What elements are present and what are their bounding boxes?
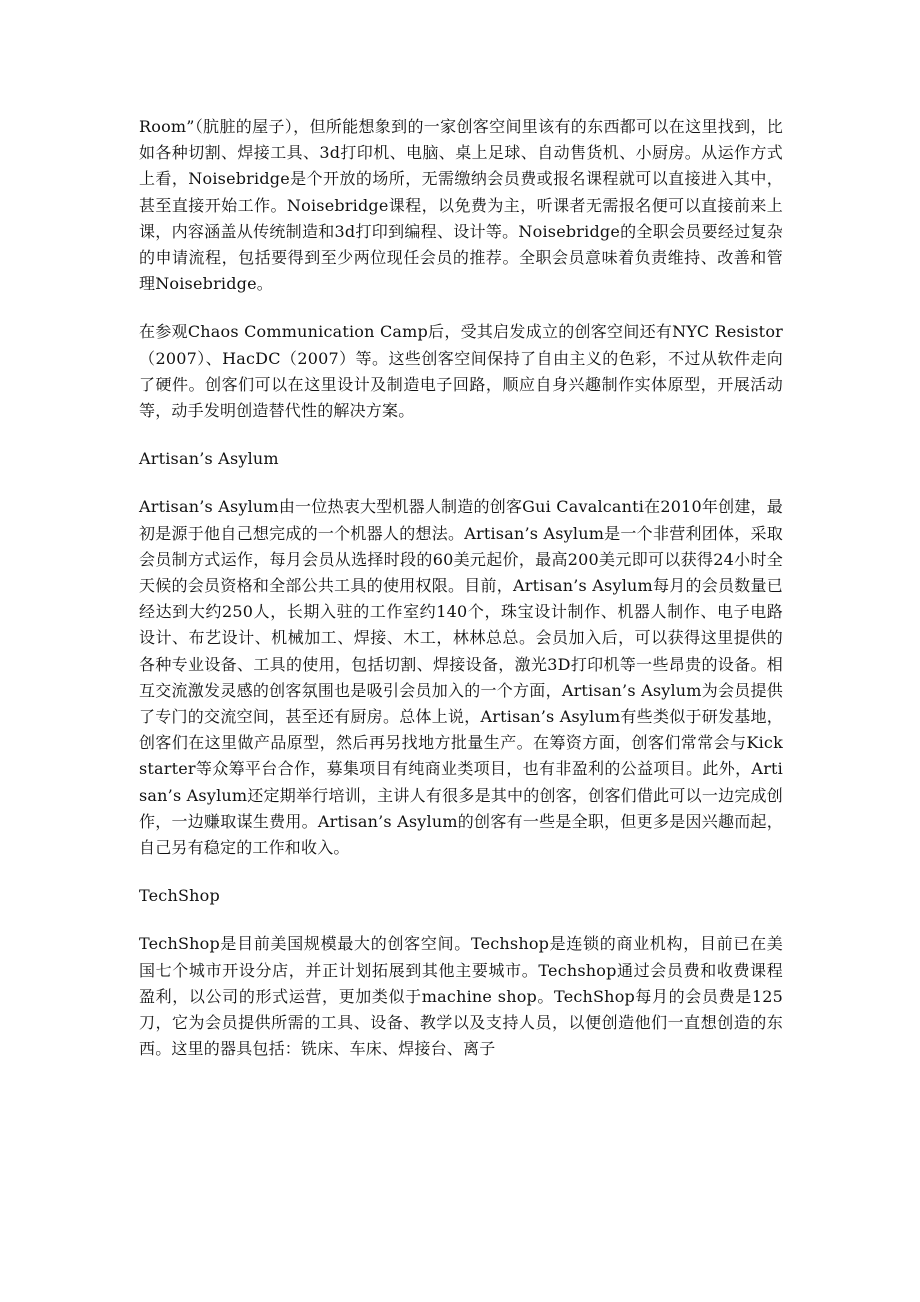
document-page: [139, 114, 783, 1085]
paragraph-inspired-spaces: 在参观Chaos Communication Camp后，受其启发成立的创客空间还有NYC Resistor（2007）、HacDC（2007）等。这些创客空间保持了自由主义的色彩，不过从软件走向了硬件。创客们可以在这里设计及制造电子回路，顺应自身兴趣制作实体原型，开展活动等，动手发明创造替代性的解决方案。: [139, 322, 783, 421]
paragraph-noisebridge: Room”（肮脏的屋子），但所能想象到的一家创客空间里该有的东西都可以在这里找到，比如各种切割、焊接工具、3d打印机、电脑、桌上足球、自动售货机、小厨房。从运作方式上看，Noisebridge是个开放的场所，无需缴纳会员费或报名课程就可以直接进入其中，甚至直接开始工作。Noisebridge课程，以免费为主，听课者无需报名便可以直接前来上课，内容涵盖从传统制造和3d打印到编程、设计等。Noisebridge的全职会员要经过复杂的申请流程，包括要得到至少两位现任会员的推荐。全职会员意味着负责维持、改善和管理Noisebridge。: [139, 117, 783, 294]
paragraph-artisans-asylum: Artisan’s Asylum由一位热衷大型机器人制造的创客Gui Cavalcanti在2010年创建，最初是源于他自己想完成的一个机器人的想法。Artisan’s Asylum是一个非营利团体，采取会员制方式运作，每月会员从选择时段的60美元起价，最高200美元即可以获得24小时全天候的会员资格和全部公共工具的使用权限。目前，Artisan’s Asylum每月的会员数量已经达到大约250人，长期入驻的工作室约140个，珠宝设计制作、机器人制作、电子电路设计、布艺设计、机械加工、焊接、木工，林林总总。会员加入后，可以获得这里提供的各种专业设备、工具的使用，包括切割、焊接设备，激光3D打印机等一些昂贵的设备。相互交流激发灵感的创客氛围也是吸引会员加入的一个方面，Artisan’s Asylum为会员提供了专门的交流空间，甚至还有厨房。总体上说，Artisan’s Asylum有些类似于研发基地，创客们在这里做产品原型，然后再另找地方批量生产。在筹资方面，创客们常常会与Kickstarter等众筹平台合作，募集项目有纯商业类项目，也有非盈利的公益项目。此外，Artisan’s Asylum还定期举行培训，主讲人有很多是其中的创客，创客们借此可以一边完成创作，一边赚取谋生费用。Artisan’s Asylum的创客有一些是全职，但更多是因兴趣而起，自己另有稳定的工作和收入。: [139, 497, 783, 858]
heading-techshop: TechShop: [139, 886, 220, 906]
paragraph-techshop: TechShop是目前美国规模最大的创客空间。Techshop是连锁的商业机构，目前已在美国七个城市开设分店，并正计划拓展到其他主要城市。Techshop通过会员费和收费课程盈利，以公司的形式运营，更加类似于machine shop。TechShop每月的会员费是125刀，它为会员提供所需的工具、设备、教学以及支持人员，以便创造他们一直想创造的东西。这里的器具包括：铣床、车床、焊接台、离子: [139, 934, 783, 1059]
heading-artisans-asylum: Artisan’s Asylum: [139, 449, 279, 469]
